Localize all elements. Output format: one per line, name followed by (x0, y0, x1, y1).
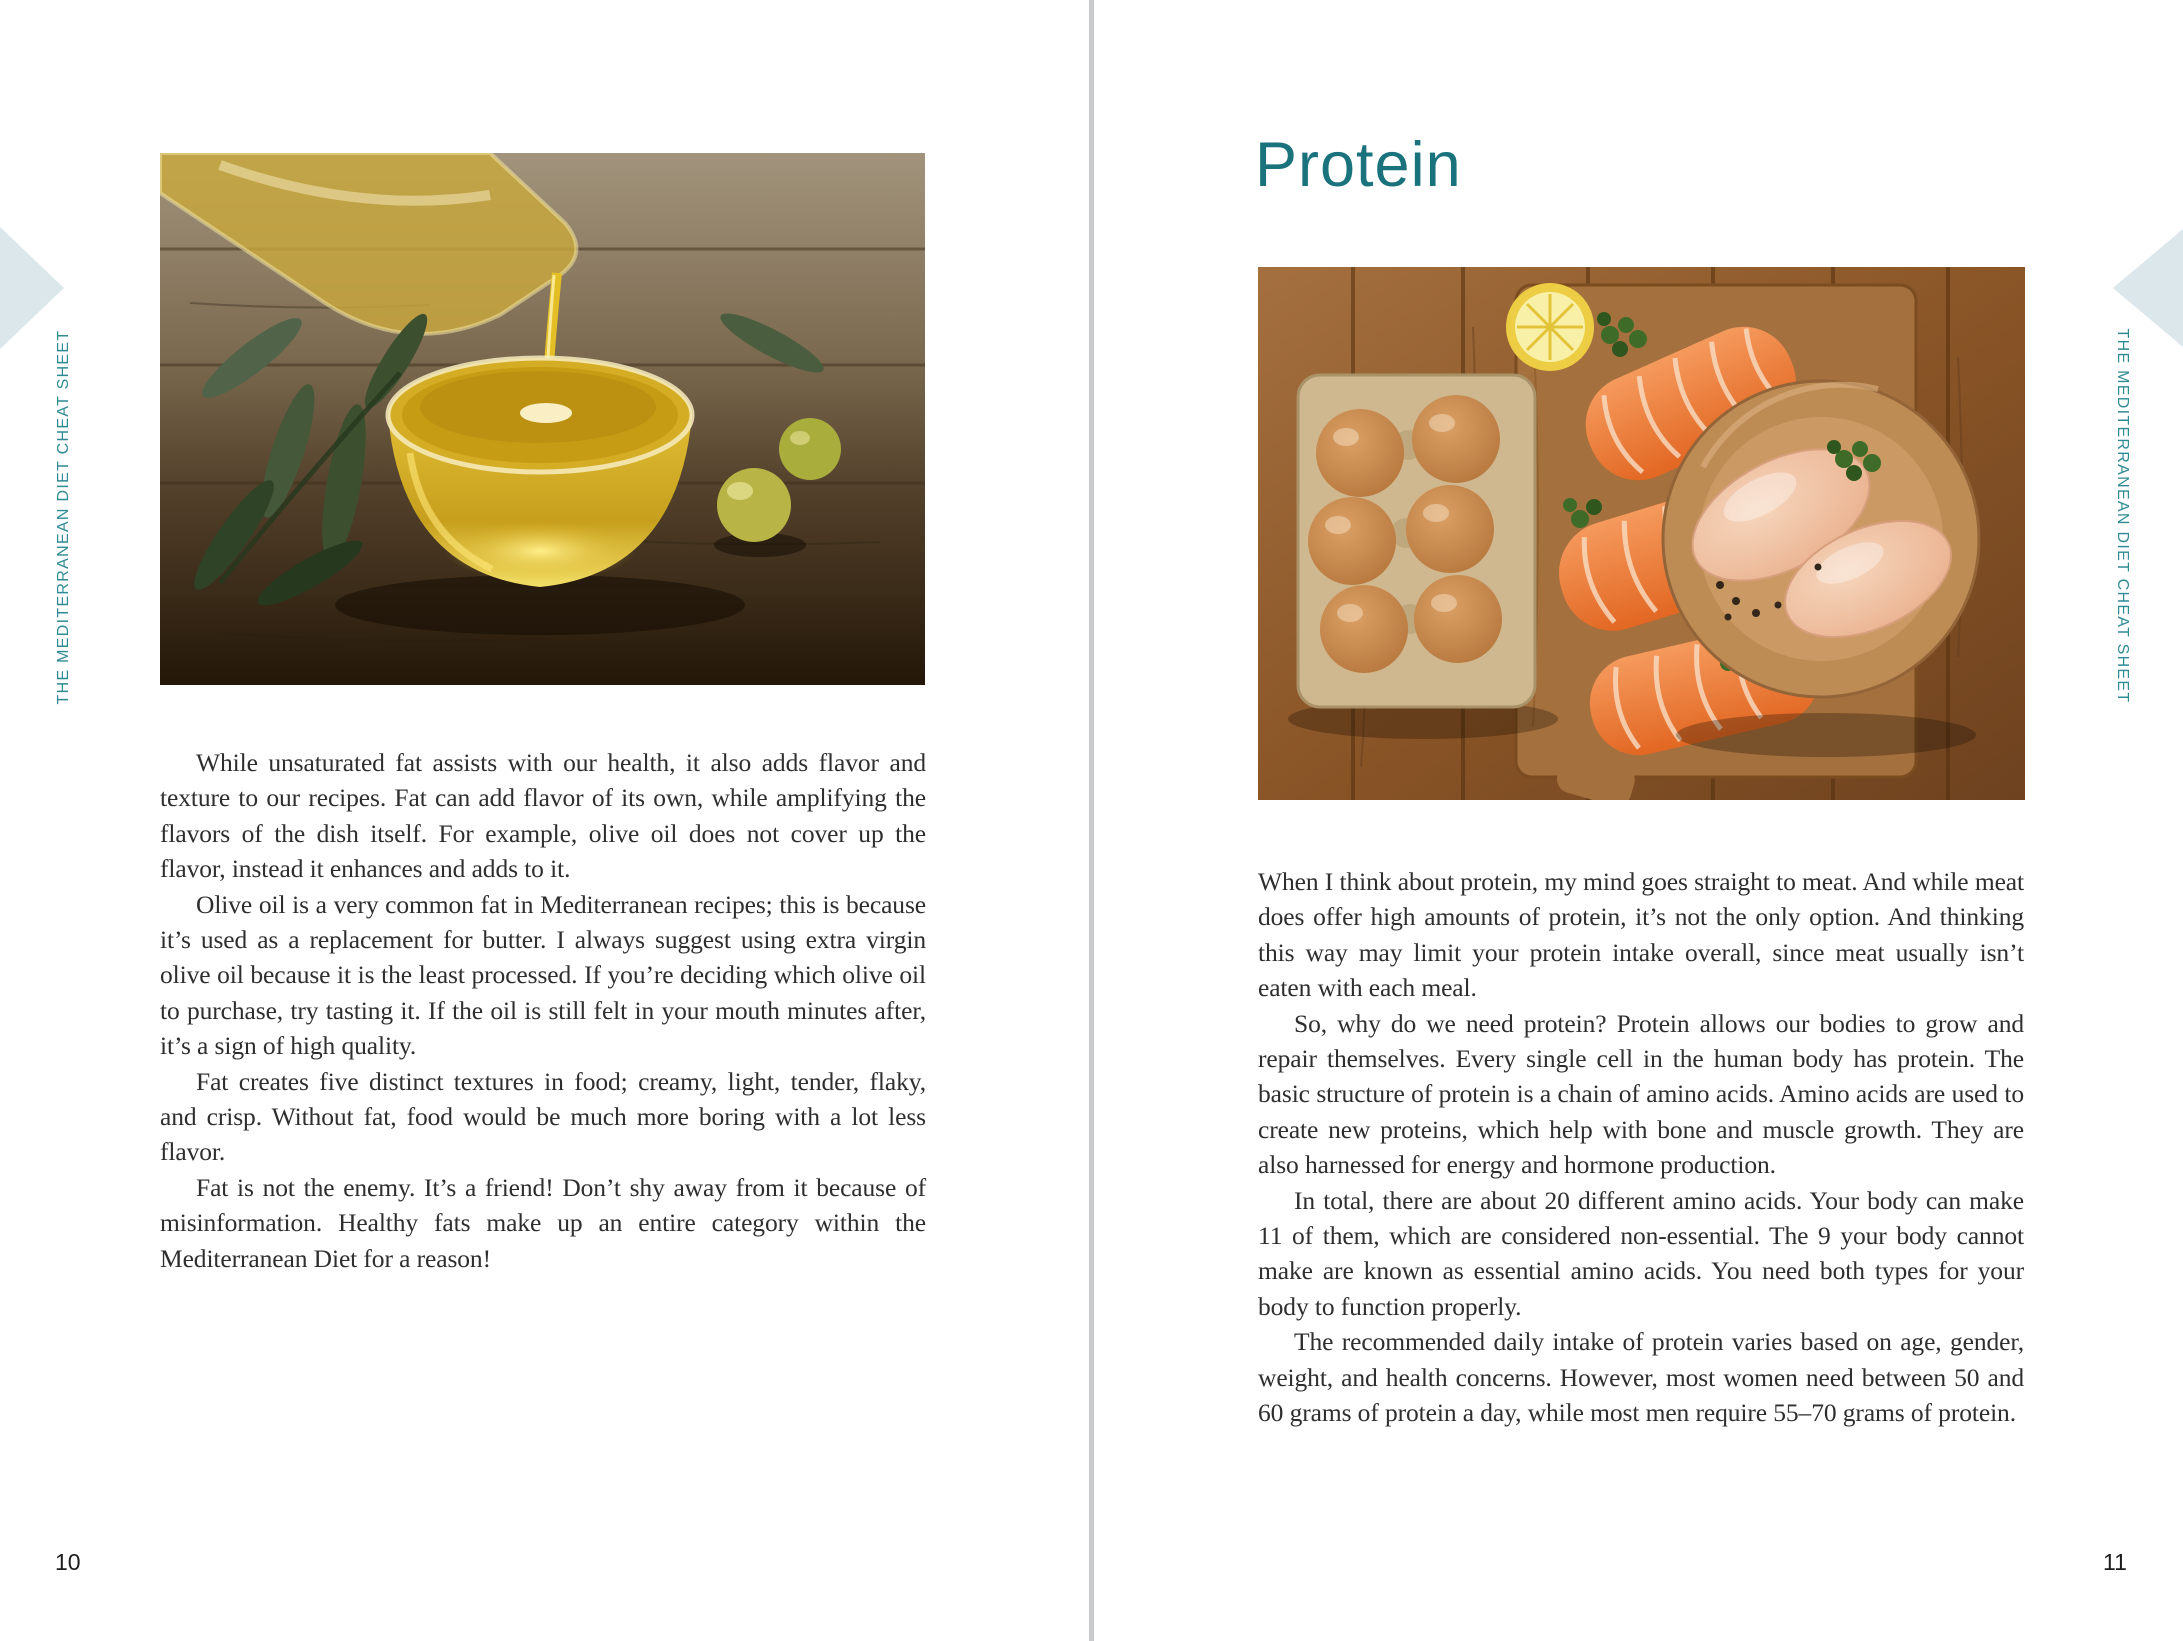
olive-oil-illustration (160, 153, 925, 685)
page-number-left: 10 (55, 1549, 81, 1575)
protein-foods-illustration (1258, 267, 2025, 800)
paragraph: The recommended daily intake of protein varies based on age, gender, weight, and health concerns. However, most women need between 50 and 60 grams of protein a day, while most men require 55–70 grams of protein. (1258, 1327, 2024, 1428)
protein-foods-photo (1258, 267, 2025, 800)
olive-oil-photo (160, 153, 925, 685)
chapter-heading: Protein (1255, 130, 1462, 200)
egg-carton (1288, 375, 1558, 739)
paragraph: In total, there are about 20 different amino acids. Your body can make 11 of them, which are considered non-essential. The 9 your body cannot make are known as essential amino acids. You need both types for your body to function properly. (1258, 1185, 2024, 1321)
paragraph: So, why do we need protein? Protein allows our bodies to grow and repair themselves. Every single cell in the human body has protein. The basic structure of protein is a chain of amino acids. Amino acids are used to create new proteins, which help with bone and muscle growth. They are also harnessed for energy and hormone production. (1258, 1008, 2024, 1180)
left-page-text (160, 745, 926, 1276)
paragraph: While unsaturated fat assists with our health, it also adds flavor and texture to our recipes. Fat can add flavor of its own, while amplifying the flavors of the dish itself. For example, olive oil does not cover up the flavor, instead it enhances and adds to it. (160, 748, 926, 884)
lemon-slice (1506, 283, 1594, 371)
right-page-text (1258, 864, 2024, 1431)
paragraph: Fat is not the enemy. It’s a friend! Don’t shy away from it because of misinformation. Healthy fats make up an entire category within the Mediterranean Diet for a reason! (160, 1172, 926, 1273)
paragraph: Olive oil is a very common fat in Mediterranean recipes; this is because it’s used as a replacement for butter. I always suggest using extra virgin olive oil because it is the least processed. If you’re deciding which olive oil to purchase, try tasting it. If the oil is still felt in your mouth minutes after, it’s a sign of high quality. (160, 889, 926, 1061)
paragraph: Fat creates five distinct textures in food; creamy, light, tender, flaky, and crisp. Without fat, food would be much more boring with a lot less flavor. (160, 1066, 926, 1167)
page-gutter-divider (1089, 0, 1094, 1641)
running-title-left: THE MEDITERRANEAN DIET CHEAT SHEET (55, 329, 72, 705)
paragraph: When I think about protein, my mind goes straight to meat. And while meat does offer high amounts of protein, it’s not the only option. And thinking this way may limit your protein intake overall, since meat usually isn’t eaten with each meal. (1258, 867, 2024, 1003)
page-number-right: 11 (2103, 1549, 2127, 1575)
running-title-right: THE MEDITERRANEAN DIET CHEAT SHEET (2114, 328, 2131, 704)
